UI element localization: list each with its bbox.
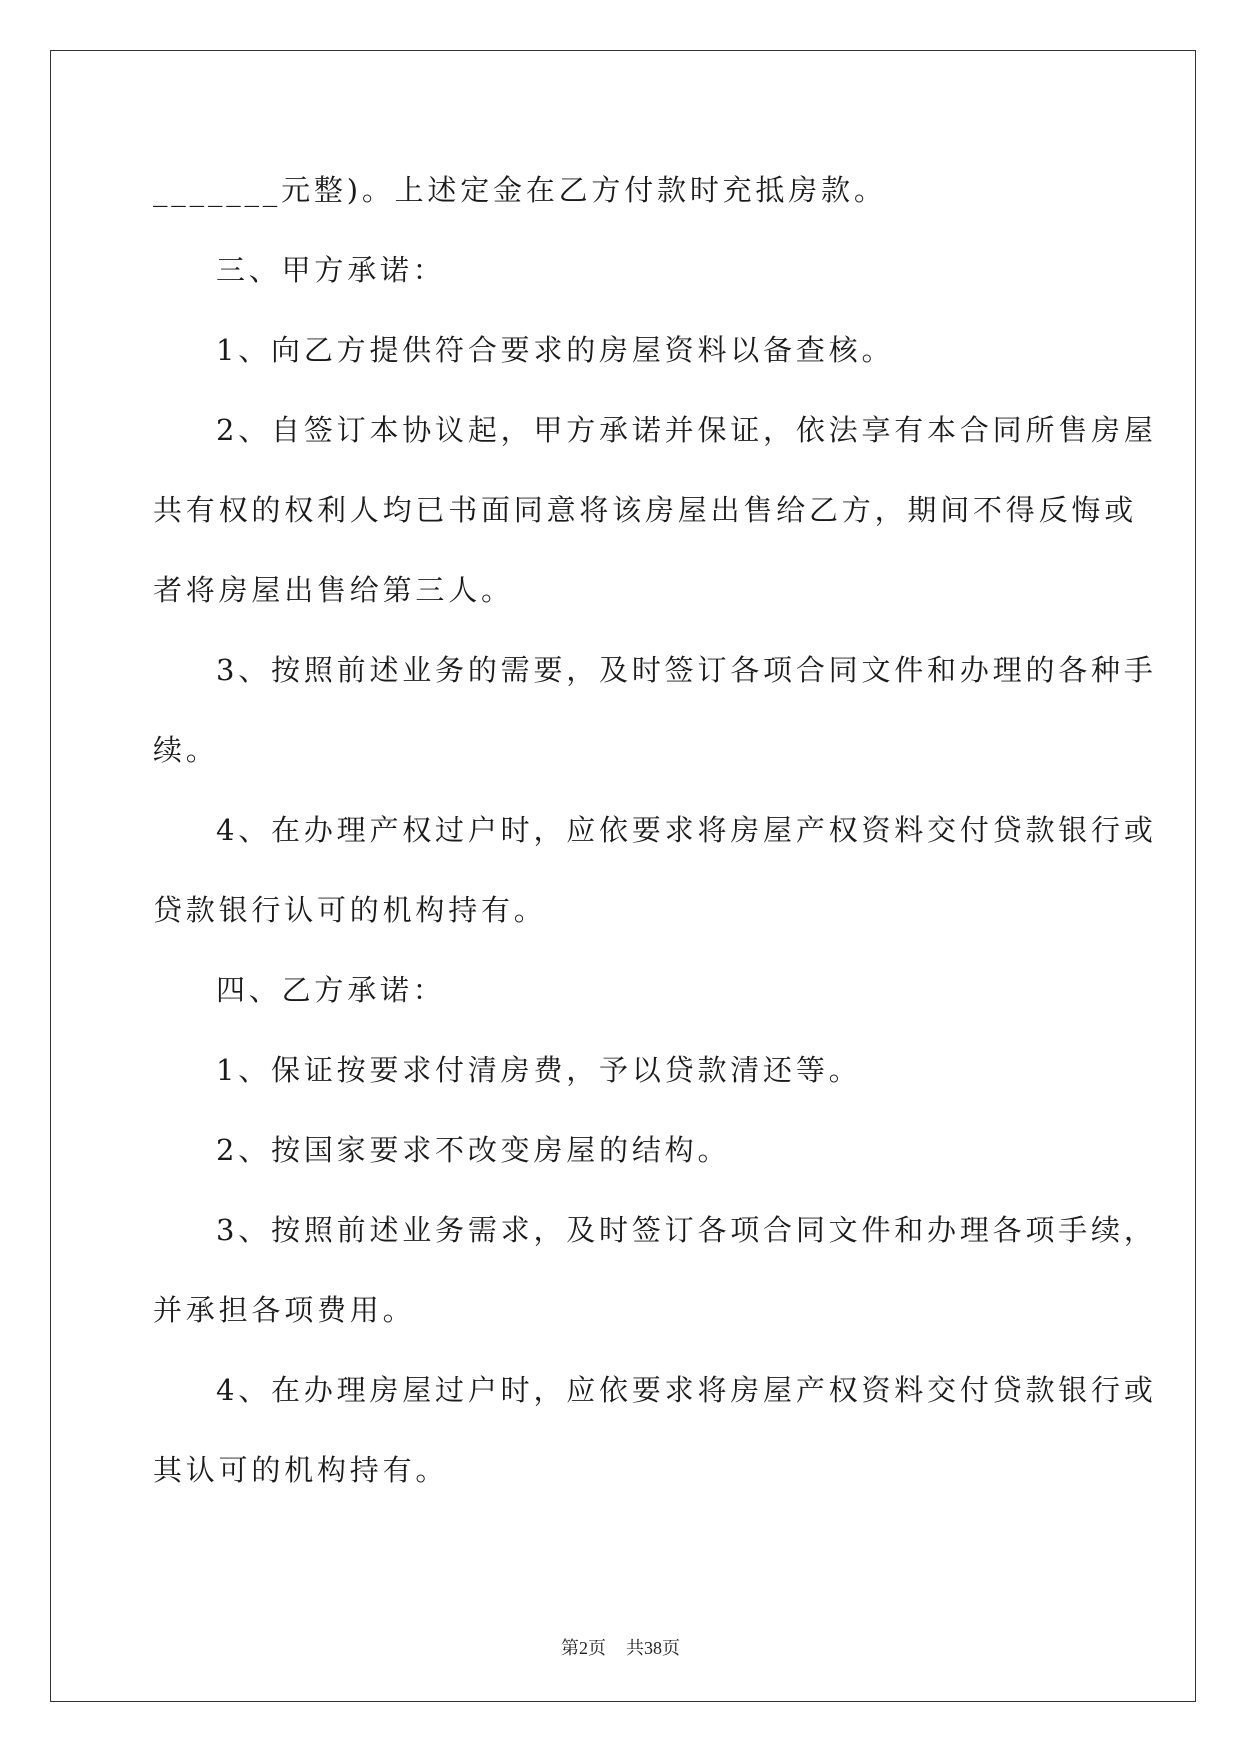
text-line: 并承担各项费用。 (153, 1293, 416, 1327)
text-line: 4、在办理产权过户时，应依要求将房屋产权资料交付贷款银行或 (216, 813, 1157, 847)
page-footer (0, 1636, 1241, 1660)
text-line: 1、向乙方提供符合要求的房屋资料以备查核。 (216, 333, 895, 367)
page-number: 第2页 (561, 1638, 606, 1658)
text-line: 4、在办理房屋过户时，应依要求将房屋产权资料交付贷款银行或 (216, 1373, 1157, 1407)
text-line: 共有权的权利人均已书面同意将该房屋出售给乙方，期间不得反悔或 (153, 493, 1138, 527)
section-heading: 三、甲方承诺： (216, 253, 446, 287)
text-line: 1、保证按要求付清房费，予以贷款清还等。 (216, 1053, 862, 1087)
text-line: 2、按国家要求不改变房屋的结构。 (216, 1133, 731, 1167)
text-line: 其认可的机构持有。 (153, 1453, 449, 1487)
page-total: 共38页 (626, 1638, 680, 1658)
text-line: 3、按照前述业务需求，及时签订各项合同文件和办理各项手续， (216, 1213, 1157, 1247)
section-heading: 四、乙方承诺： (216, 973, 446, 1007)
text-line: 续。 (153, 733, 219, 767)
text-line: _______元整)。上述定金在乙方付款时充抵房款。 (153, 173, 887, 207)
text-line: 贷款银行认可的机构持有。 (153, 893, 547, 927)
text-line: 3、按照前述业务的需要，及时签订各项合同文件和办理的各种手 (216, 653, 1157, 687)
text-line: 2、自签订本协议起，甲方承诺并保证，依法享有本合同所售房屋 (216, 413, 1157, 447)
text-line: 者将房屋出售给第三人。 (153, 573, 514, 607)
